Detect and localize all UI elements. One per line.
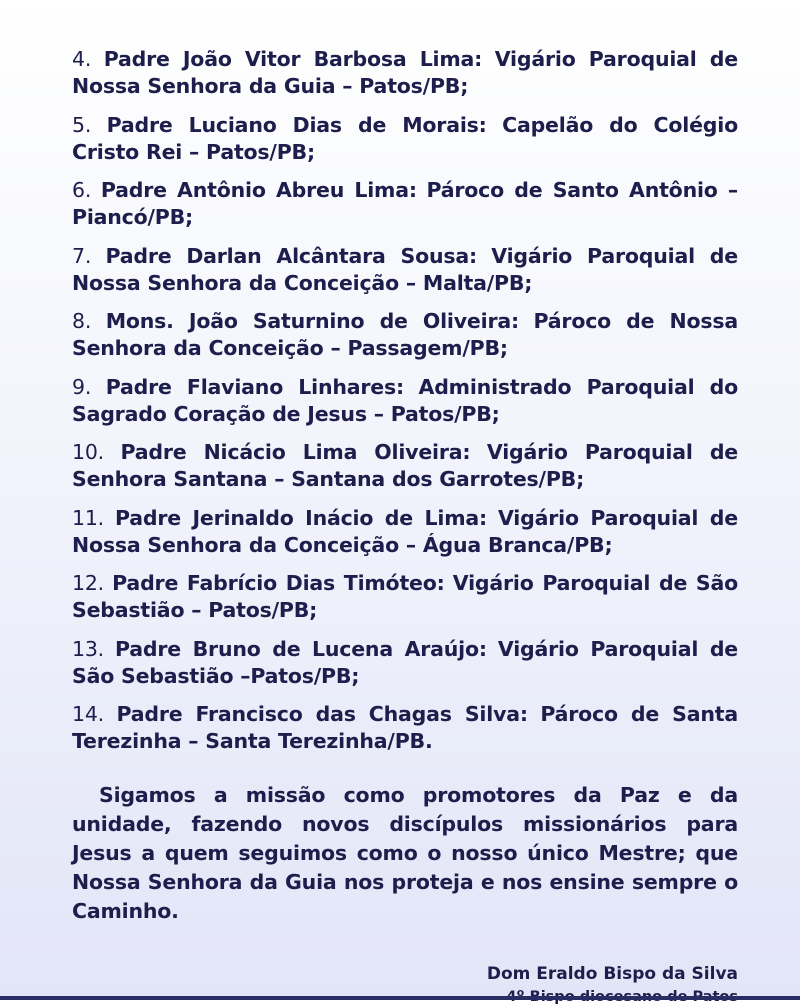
appointment-entry (72, 636, 738, 690)
appointment-entry (72, 308, 738, 362)
entry-number: 8. (72, 309, 92, 333)
entry-number: 13. (72, 636, 105, 661)
entry-number: 6. (72, 178, 92, 202)
priest-name: Mons. João Saturnino de Oliveira: (105, 309, 519, 333)
signature-block (72, 962, 738, 1008)
priest-name: Padre Fabrício Dias Timóteo: (112, 571, 445, 595)
appointment-entry (72, 46, 738, 100)
appointment-entry (72, 439, 738, 493)
priest-name: Padre Jerinaldo Inácio de Lima: (114, 505, 488, 530)
appointment-role: Administrado Paroquial do Sagrado Coração de Jesus – Patos/PB; (72, 374, 738, 426)
priest-name: Padre Bruno de Lucena Araújo: (115, 636, 487, 661)
appointment-role: Vigário Paroquial de Senhora Santana – Santana dos Garrotes/PB; (72, 440, 738, 491)
priest-name: Padre Nicácio Lima Oliveira: (120, 440, 471, 464)
appointment-role: Vigário Paroquial de São Sebastião – Patos/PB; (72, 571, 738, 622)
priest-name: Padre Antônio Abreu Lima: (100, 178, 417, 202)
appointment-entry (72, 243, 738, 297)
document-page (72, 46, 738, 1008)
appointment-entry (72, 701, 738, 755)
entry-number: 11. (72, 505, 105, 530)
entry-number: 9. (72, 374, 92, 399)
appointment-entry (72, 505, 738, 559)
entry-number: 7. (72, 243, 92, 268)
appointment-entry (72, 177, 738, 231)
appointment-role: Vigário Paroquial de São Sebastião –Patos/PB; (72, 636, 738, 688)
appointment-role: Vigário Paroquial de Nossa Senhora da Conceição – Malta/PB; (72, 243, 738, 295)
appointment-entry (72, 112, 738, 166)
priest-name: Padre Luciano Dias de Morais: (106, 112, 487, 137)
priest-name: Padre Flaviano Linhares: (105, 374, 404, 399)
entry-number: 12. (72, 571, 105, 595)
priest-name: Padre João Vitor Barbosa Lima: (103, 47, 483, 71)
appointment-role: Vigário Paroquial de Nossa Senhora da Guia – Patos/PB; (72, 47, 738, 98)
signature-name: Dom Eraldo Bispo da Silva (486, 964, 738, 984)
appointment-entry (72, 374, 738, 428)
appointment-role: Pároco de Santo Antônio – Piancó/PB; (72, 178, 738, 229)
priest-name: Padre Darlan Alcântara Sousa: (105, 243, 478, 268)
entry-number: 10. (72, 440, 105, 464)
appointment-entry (72, 570, 738, 624)
closing-paragraph: Sigamos a missão como promotores da Paz e da unidade, fazendo novos discípulos missionários para Jesus a quem seguimos como o nosso único Mestre; que Nossa Senhora da Guia nos proteja e nos ensine sempre o Caminho. (72, 783, 738, 923)
priest-name: Padre Francisco das Chagas Silva: (116, 702, 528, 726)
entry-number: 14. (72, 702, 105, 726)
entry-number: 5. (72, 112, 92, 137)
bottom-border (0, 996, 800, 1000)
entry-number: 4. (72, 47, 92, 71)
appointment-role: Pároco de Santa Terezinha – Santa Terezinha/PB. (72, 702, 738, 753)
clergy-appointments-list (72, 46, 738, 755)
appointment-role: Vigário Paroquial de Nossa Senhora da Conceição – Água Branca/PB; (72, 505, 738, 557)
appointment-role: Pároco de Nossa Senhora da Conceição – Passagem/PB; (72, 309, 738, 360)
appointment-role: Capelão do Colégio Cristo Rei – Patos/PB; (72, 112, 738, 164)
